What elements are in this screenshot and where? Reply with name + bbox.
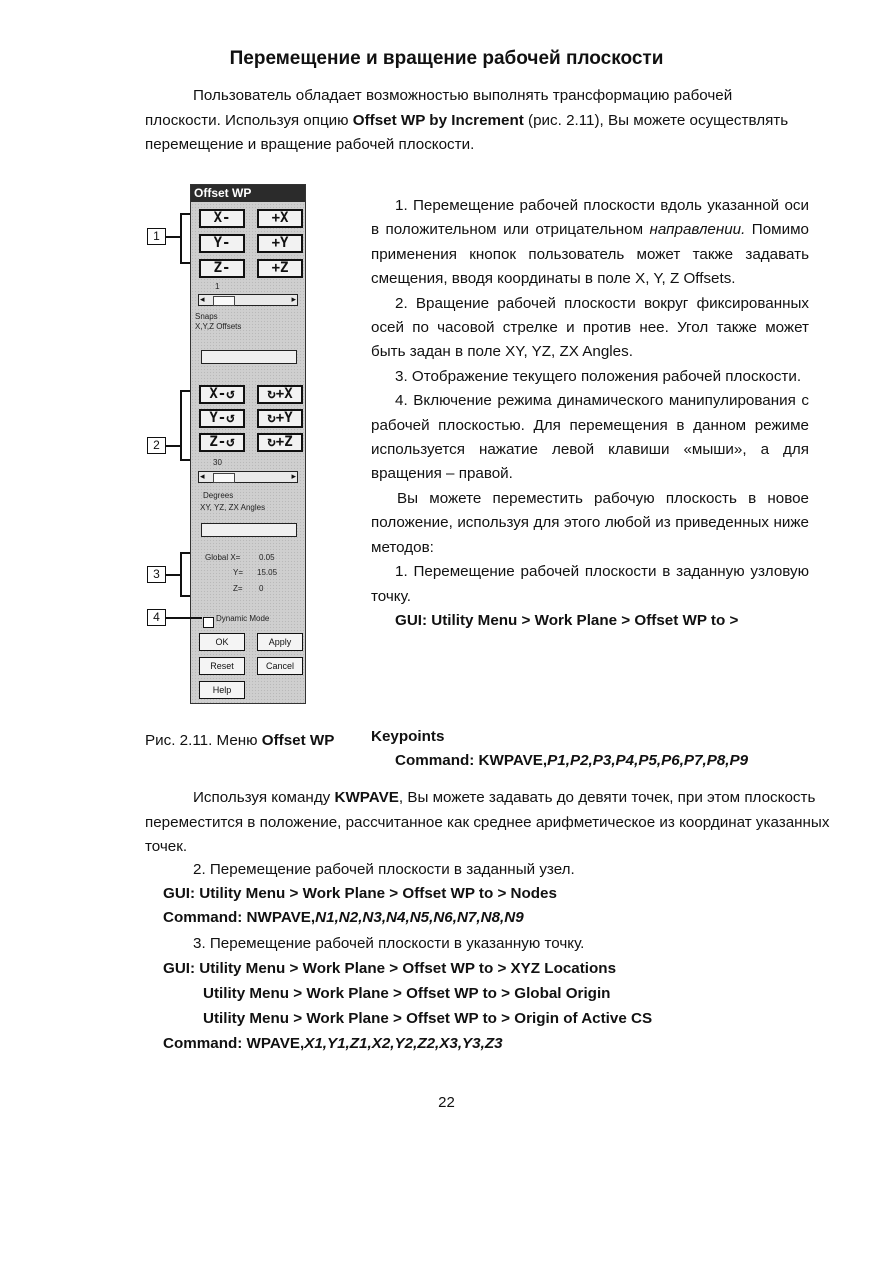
command-args: X1,Y1,Z1,X2,Y2,Z2,X3,Y3,Z3 — [304, 1035, 503, 1052]
callout-line — [180, 390, 190, 392]
intro-text-end: (рис. 2.11), Вы можете осуществлять перемещение и вращение рабочей плоскости. — [145, 111, 789, 153]
callout-3: 3 — [147, 566, 166, 583]
callout-bracket — [180, 213, 182, 263]
offsets-input[interactable] — [201, 350, 297, 364]
page-title: Перемещение и вращение рабочей плоскости — [229, 48, 664, 69]
rotate-x-minus-button[interactable]: X-↺ — [199, 385, 245, 404]
kwpave-paragraph — [145, 786, 830, 860]
callout-bracket — [180, 390, 182, 460]
callout-line — [180, 459, 190, 461]
method-3-gui-3: Utility Menu > Work Plane > Offset WP to > Origin of Active CS — [203, 1010, 653, 1027]
step-slider[interactable] — [198, 294, 298, 306]
callout-line — [166, 617, 202, 619]
callout-line — [180, 552, 190, 554]
callout-4: 4 — [147, 609, 166, 626]
method-1-gui: GUI: Utility Menu > Work Plane > Offset WP to > — [395, 611, 739, 629]
slider-thumb[interactable] — [213, 473, 235, 483]
move-y-minus-button[interactable]: Y- — [199, 234, 245, 253]
item-2: 2. Вращение рабочей плоскости вокруг фиксированных осей по часовой стрелке и против нее. Угол также может быть задан в поле XY, YZ, ZX Angles. — [371, 294, 809, 361]
kwpave-text: Используя команду — [193, 789, 335, 806]
rotate-z-plus-button[interactable]: ↻+Z — [257, 433, 303, 452]
callout-line — [166, 574, 180, 576]
caption-text: Рис. 2.11. Меню — [145, 732, 262, 749]
offset-wp-dialog — [190, 184, 306, 704]
method-3-gui-2: Utility Menu > Work Plane > Offset WP to > Global Origin — [203, 985, 611, 1002]
intro-paragraph — [145, 84, 810, 158]
command-label: Command: NWPAVE, — [163, 909, 316, 926]
rotate-x-plus-button[interactable]: ↻+X — [257, 385, 303, 404]
item-1 — [371, 194, 809, 292]
intro-text: Пользователь обладает возможностью выполнять трансформацию рабочей плоскости. Используя опцию — [145, 87, 733, 129]
method-1-gui-cont: Keypoints — [371, 728, 445, 745]
global-z-value: 0 — [259, 584, 264, 593]
item-1-italic: направлении. — [649, 221, 746, 239]
item-3: 3. Отображение текущего положения рабочей плоскости. — [395, 367, 802, 385]
method-1-command — [395, 752, 748, 769]
rotate-z-minus-button[interactable]: Z-↺ — [199, 433, 245, 452]
move-methods-paragraph: Вы можете переместить рабочую плоскость в новое положение, используя для этого любой из приведенных ниже методов: — [371, 489, 809, 556]
slider-left-arrow-icon[interactable]: ◂ — [200, 294, 205, 304]
kwpave-text-end: , Вы можете задавать до девяти точек, при этом плоскость переместится в положение, рассчитанное как среднее арифметическое из координат указанных точек. — [145, 789, 830, 855]
command-args: P1,P2,P3,P4,P5,P6,P7,P8,P9 — [547, 752, 749, 769]
command-label: Command: WPAVE, — [163, 1035, 305, 1052]
move-y-plus-button[interactable]: +Y — [257, 234, 303, 253]
callout-line — [166, 445, 180, 447]
reset-button[interactable]: Reset — [199, 657, 245, 675]
ok-button[interactable]: OK — [199, 633, 245, 651]
apply-button[interactable]: Apply — [257, 633, 303, 651]
callout-line — [180, 262, 190, 264]
move-x-minus-button[interactable]: X- — [199, 209, 245, 228]
item-4: 4. Включение режима динамического манипулирования с рабочей плоскостью. Для перемещения в данном режиме используется нажатие левой клавиши «мыши», а для вращения – правой. — [371, 392, 809, 483]
global-x-label: Global X= — [205, 553, 241, 562]
item-1-text-end: Помимо применения кнопок пользователь может также задавать смещения, вводя координаты в поле X, Y, Z Offsets. — [371, 221, 809, 288]
command-args: N1,N2,N3,N4,N5,N6,N7,N8,N9 — [315, 909, 524, 926]
global-y-label: Y= — [233, 568, 244, 577]
page-number: 22 — [438, 1094, 455, 1111]
method-3-gui-1: GUI: Utility Menu > Work Plane > Offset WP to > XYZ Locations — [163, 960, 617, 977]
callout-line — [180, 595, 190, 597]
slider-thumb[interactable] — [213, 296, 235, 306]
slider-right-arrow-icon[interactable]: ▸ — [291, 294, 296, 304]
snaps-label: Snaps — [195, 312, 218, 321]
offsets-label: X,Y,Z Offsets — [195, 322, 242, 331]
dialog-title: Offset WP — [191, 185, 305, 202]
step-value: 1 — [215, 282, 220, 291]
angles-label: XY, YZ, ZX Angles — [200, 503, 266, 512]
command-label: Command: KWPAVE, — [395, 752, 548, 769]
item-1-text: 1. Перемещение рабочей плоскости вдоль указанной оси в положительном или отрицательном — [371, 197, 809, 239]
intro-bold-option: Offset WP by Increment — [352, 111, 524, 129]
dynamic-mode-label: Dynamic Mode — [216, 614, 270, 623]
method-2: 2. Перемещение рабочей плоскости в заданный узел. — [193, 861, 575, 878]
callout-line — [166, 236, 180, 238]
method-2-gui: GUI: Utility Menu > Work Plane > Offset WP to > Nodes — [163, 885, 557, 902]
method-1: 1. Перемещение рабочей плоскости в заданную узловую точку. — [371, 563, 809, 605]
rotate-y-minus-button[interactable]: Y-↺ — [199, 409, 245, 428]
global-x-value: 0.05 — [259, 553, 275, 562]
kwpave-bold: KWPAVE — [334, 789, 399, 806]
cancel-button[interactable]: Cancel — [257, 657, 303, 675]
degrees-label: Degrees — [203, 491, 234, 500]
move-z-minus-button[interactable]: Z- — [199, 259, 245, 278]
callout-2: 2 — [147, 437, 166, 454]
method-3-command — [163, 1032, 503, 1057]
slider-left-arrow-icon[interactable]: ◂ — [200, 471, 205, 481]
global-y-value: 15.05 — [257, 568, 278, 577]
angle-slider[interactable] — [198, 471, 298, 483]
callout-bracket — [180, 552, 182, 596]
move-x-plus-button[interactable]: +X — [257, 209, 303, 228]
angle-value: 30 — [213, 458, 222, 467]
angles-input[interactable] — [201, 523, 297, 537]
method-2-command — [163, 906, 524, 931]
callout-1: 1 — [147, 228, 166, 245]
right-column — [371, 194, 809, 633]
slider-right-arrow-icon[interactable]: ▸ — [291, 471, 296, 481]
caption-bold: Offset WP — [261, 732, 335, 749]
global-z-label: Z= — [233, 584, 243, 593]
method-3: 3. Перемещение рабочей плоскости в указанную точку. — [193, 935, 585, 952]
rotate-y-plus-button[interactable]: ↻+Y — [257, 409, 303, 428]
move-z-plus-button[interactable]: +Z — [257, 259, 303, 278]
help-button[interactable]: Help — [199, 681, 245, 699]
figure-caption — [145, 732, 334, 749]
dynamic-mode-checkbox[interactable] — [203, 617, 214, 628]
callout-line — [180, 213, 190, 215]
